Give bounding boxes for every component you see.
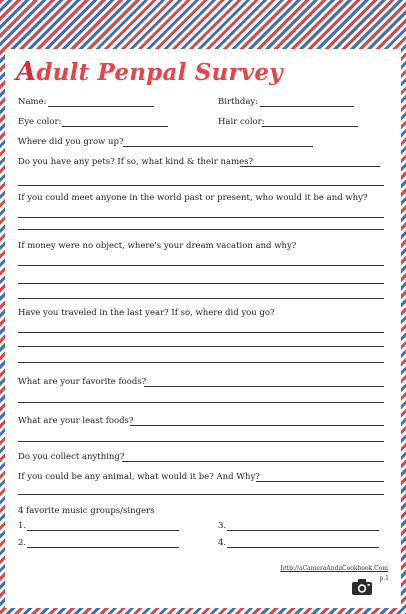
survey-sheet xyxy=(5,49,401,608)
vacation-answer-line[interactable] xyxy=(18,283,384,284)
eye-color-label: Eye color: xyxy=(18,117,62,127)
hair-color-label: Hair color: xyxy=(218,117,265,127)
favorite-foods-field[interactable] xyxy=(144,386,384,387)
music-heading: 4 favorite music groups/singers xyxy=(18,506,155,516)
music-4-label: 4. xyxy=(218,538,227,548)
animal-answer-line[interactable] xyxy=(18,494,384,495)
animal-question: If you could be any animal, what would it be? And Why? xyxy=(18,472,260,482)
favorite-foods-question: What are your favorite foods? xyxy=(18,377,147,387)
travel-question: Have you traveled in the last year? If so, where did you go? xyxy=(18,308,275,318)
least-foods-question: What are your least foods? xyxy=(18,416,134,426)
music-1-field[interactable] xyxy=(27,530,179,531)
music-2-label: 2. xyxy=(18,538,27,548)
collect-question: Do you collect anything? xyxy=(18,452,125,462)
collect-field[interactable] xyxy=(122,461,384,462)
camera-icon xyxy=(350,577,374,597)
music-2-field[interactable] xyxy=(27,547,179,548)
music-3-field[interactable] xyxy=(227,530,379,531)
pets-answer-line[interactable] xyxy=(18,185,384,186)
title-first-letter: A xyxy=(16,57,37,87)
meet-answer-line[interactable] xyxy=(18,229,384,230)
pets-question: Do you have any pets? If so, what kind & their names? xyxy=(18,157,254,167)
title-rest: dult Penpal Survey xyxy=(36,59,283,86)
hair-color-field[interactable] xyxy=(262,126,358,127)
music-4-field[interactable] xyxy=(227,547,379,548)
pets-field[interactable] xyxy=(240,166,380,167)
favorite-foods-answer-line[interactable] xyxy=(18,402,384,403)
page-number: p.1 xyxy=(379,575,389,582)
least-foods-answer-line[interactable] xyxy=(18,441,384,442)
survey-title xyxy=(16,57,283,87)
grow-up-question: Where did you grow up? xyxy=(18,137,124,147)
footer-url-link[interactable]: http://aCameraAndaCookbook.Com xyxy=(280,565,388,572)
meet-answer-line[interactable] xyxy=(18,217,384,218)
birthday-field[interactable] xyxy=(260,106,354,107)
name-label: Name: xyxy=(18,97,47,107)
travel-answer-line[interactable] xyxy=(18,362,384,363)
music-3-label: 3. xyxy=(218,521,227,531)
vacation-answer-line[interactable] xyxy=(18,265,384,266)
meet-question: If you could meet anyone in the world past or present, who would it be and why? xyxy=(18,193,368,203)
music-1-label: 1. xyxy=(18,521,27,531)
travel-answer-line[interactable] xyxy=(18,346,384,347)
birthday-label: Birthday: xyxy=(218,97,259,107)
name-field[interactable] xyxy=(48,106,154,107)
eye-color-field[interactable] xyxy=(62,126,168,127)
vacation-question: If money were no object, where's your dream vacation and why? xyxy=(18,241,297,251)
grow-up-field[interactable] xyxy=(123,146,313,147)
animal-field[interactable] xyxy=(256,481,384,482)
travel-answer-line[interactable] xyxy=(18,332,384,333)
least-foods-field[interactable] xyxy=(130,425,384,426)
vacation-answer-line[interactable] xyxy=(18,298,384,299)
